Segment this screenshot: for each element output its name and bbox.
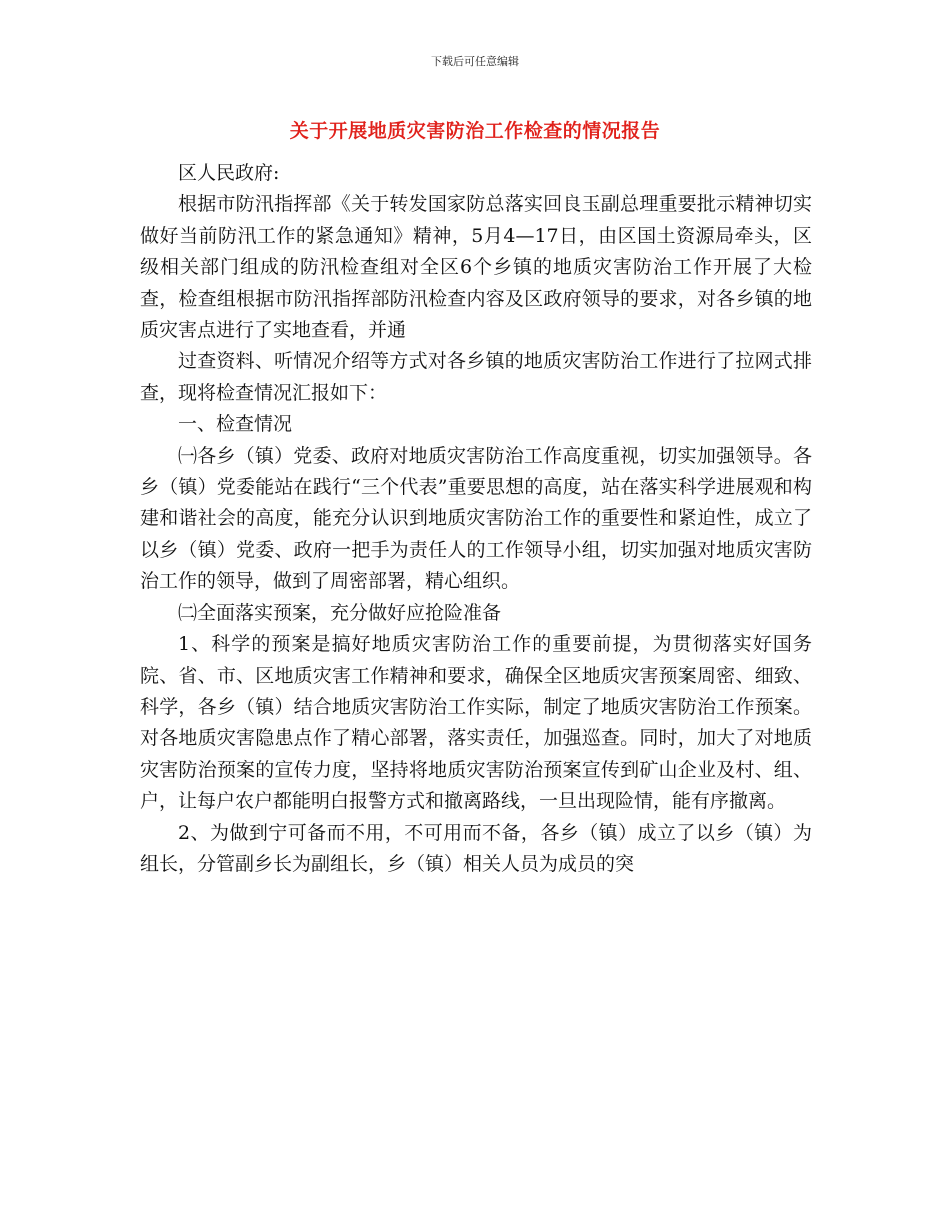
header-note: 下载后可任意编辑: [431, 55, 519, 68]
subheading-emergency-plan: ㈡全面落实预案，充分做好应抢险准备: [178, 601, 502, 624]
document-title: 关于开展地质灾害防治工作检查的情况报告: [289, 120, 661, 142]
document-body: [140, 158, 812, 880]
salutation: 区人民政府:: [178, 162, 280, 184]
paragraph-plan-item-1: 1、科学的预案是搞好地质灾害防治工作的重要前提，为贯彻落实好国务院、省、市、区地质灾害工作精神和要求，确保全区地质灾害预案周密、细致、科学，各乡（镇）结合地质灾害防治工作实际，制定了地质灾害防治工作预案。对各地质灾害隐患点作了精心部署，落实责任，加强巡查。同时，加大了对地质灾害防治预案的宣传力度，坚持将地质灾害防治预案宣传到矿山企业及村、组、户，让每户农户都能明白报警方式和撤离路线，一旦出现险情，能有序撤离。: [140, 633, 812, 813]
paragraph-plan-item-2: 2、为做到宁可备而不用，不可用而不备，各乡（镇）成立了以乡（镇）为组长，分管副乡长为副组长，乡（镇）相关人员为成员的突: [140, 821, 812, 875]
paragraph-intro: 根据市防汛指挥部《关于转发国家防总落实回良玉副总理重要批示精神切实做好当前防汛工作的紧急通知》精神，5月4—17日，由区国土资源局牵头，区级相关部门组成的防汛检查组对全区6个乡镇的地质灾害防治工作开展了大检查，检查组根据市防汛指挥部防汛检查内容及区政府领导的要求，对各乡镇的地质灾害点进行了实地查看，并通: [140, 193, 812, 342]
section-heading-inspection: 一、检查情况: [178, 413, 293, 436]
paragraph-leadership: ㈠各乡（镇）党委、政府对地质灾害防治工作高度重视，切实加强领导。各乡（镇）党委能站在践行“三个代表”重要思想的高度，站在落实科学进展观和构建和谐社会的高度，能充分认识到地质灾害防治工作的重要性和紧迫性，成立了以乡（镇）党委、政府一把手为责任人的工作领导小组，切实加强对地质灾害防治工作的领导，做到了周密部署，精心组织。: [140, 444, 812, 593]
paragraph-intro-continued: 过查资料、听情况介绍等方式对各乡镇的地质灾害防治工作进行了拉网式排查，现将检查情况汇报如下：: [140, 350, 812, 404]
